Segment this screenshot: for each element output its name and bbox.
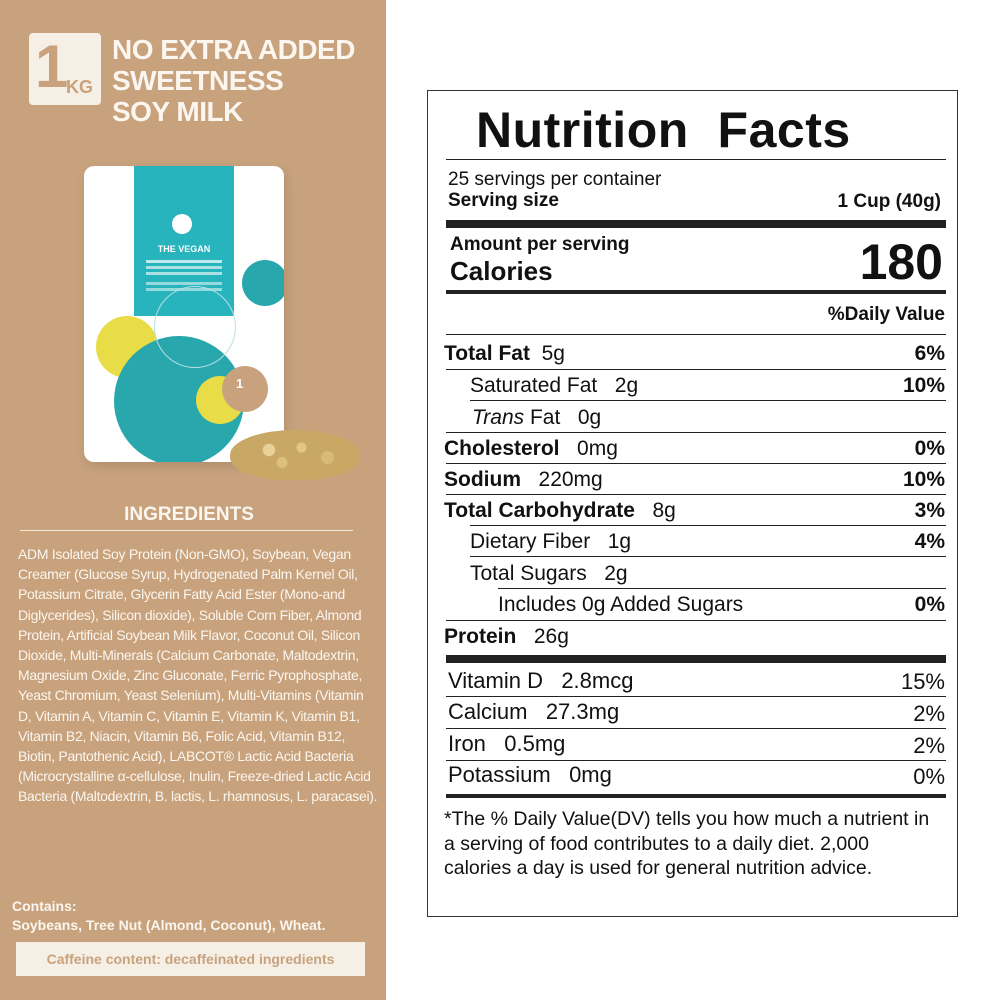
- amount-per-serving: Amount per serving: [450, 234, 630, 255]
- brand-logo-icon: [172, 214, 192, 234]
- divider-title: [446, 159, 946, 160]
- divider-thick-4: [446, 794, 946, 798]
- nutrient-name: Cholesterol 0mg: [444, 437, 618, 460]
- vitamin-name: Vitamin D 2.8mcg: [448, 668, 634, 693]
- nutrient-name: Dietary Fiber 1g: [470, 530, 632, 553]
- nutrient-percent: 0%: [914, 437, 945, 460]
- soybeans-pile: [230, 430, 360, 480]
- calories-value: 180: [859, 234, 943, 290]
- product-image: [80, 162, 380, 492]
- pouch-text-lines: [146, 260, 222, 263]
- weight-badge: [29, 33, 101, 105]
- pouch-badge-number: 1: [236, 376, 244, 391]
- row-divider: [446, 432, 946, 433]
- calories-label: Calories: [450, 256, 553, 286]
- divider-thick-3: [446, 655, 946, 663]
- nutrient-name: Total Fat 5g: [444, 342, 565, 365]
- nutrient-name: Includes 0g Added Sugars: [498, 593, 744, 616]
- daily-value-header: %Daily Value: [827, 304, 945, 325]
- ingredients-text: ADM Isolated Soy Protein (Non-GMO), Soybean, Vegan Creamer (Glucose Syrup, Hydrogenated Palm Kernel Oil, Potassium Citrate, Glycerin Fatty Acid Ester (Mono-and Diglycerides), Silicon dioxide), Soluble Corn Fiber, Almond Protein, Artificial Soybean Milk Flavor, Coconut Oil, Silicon Dioxide, Multi-Minerals (Calcium Carbonate, Maltodextrin, Magnesium Oxide, Zinc Gluconate, Ferric Pyrophosphate, Yeast Chromium, Yeast Selenium), Multi-Vitamins (Vitamin D, Vitamin A, Vitamin C, Vitamin E, Vitamin K, Vitamin B1, Vitamin B2, Niacin, Vitamin B6, Folic Acid, Vitamin B12, Biotin, Pantothenic Acid), LABCOT® Lactic Acid Bacteria (Microcrystalline α-cellulose, Inulin, Freeze-dried Lactic Acid Bacteria (Maltodextrin, B. lactis, L. rhamnosus, L. paracasei).: [18, 546, 378, 805]
- product-pouch: [84, 166, 284, 462]
- row-divider: [446, 728, 946, 729]
- row-divider: [446, 760, 946, 761]
- servings-per-container: 25 servings per container: [448, 169, 662, 190]
- allergen-list: Soybeans, Tree Nut (Almond, Coconut), Wheat.: [12, 917, 326, 933]
- nutrient-name: Saturated Fat 2g: [470, 374, 639, 397]
- divider-thick-2: [446, 290, 946, 294]
- row-divider: [446, 494, 946, 495]
- row-divider: [470, 556, 946, 557]
- headline-line-1: NO EXTRA ADDED: [112, 34, 355, 65]
- nutrient-name: Protein 26g: [444, 625, 569, 648]
- row-divider: [470, 525, 946, 526]
- nutrient-name: Total Carbohydrate 8g: [444, 499, 676, 522]
- ingredients-title: INGREDIENTS: [124, 504, 254, 525]
- pouch-weight-badge: [222, 366, 268, 412]
- nutrient-name: Trans Fat 0g: [472, 406, 602, 429]
- weight-unit: KG: [66, 77, 93, 97]
- nutrient-percent: 4%: [914, 530, 945, 553]
- headline-line-2: SWEETNESS: [112, 65, 284, 96]
- pouch-outline-circle: [154, 286, 236, 368]
- caffeine-note: Caffeine content: decaffeinated ingredients: [16, 942, 365, 976]
- divider-dv: [446, 334, 946, 335]
- product-headline: [112, 34, 382, 127]
- serving-size-value: 1 Cup (40g): [837, 191, 941, 212]
- nutrient-percent: 10%: [902, 374, 945, 397]
- weight-number: 1: [35, 33, 69, 100]
- pouch-brand-name: THE VEGAN: [157, 244, 211, 254]
- row-divider: [446, 369, 946, 370]
- nutrient-percent: 3%: [914, 499, 945, 522]
- vitamin-percent: 2%: [913, 733, 945, 758]
- product-info-panel: [0, 0, 386, 1000]
- nutrition-title: Nutrition Facts: [476, 102, 851, 158]
- vitamin-name: Potassium 0mg: [448, 762, 612, 787]
- nutrient-percent: 6%: [914, 342, 945, 365]
- row-divider: [498, 588, 946, 589]
- contains-label: Contains:: [12, 898, 77, 914]
- row-divider: [470, 400, 946, 401]
- vitamin-name: Calcium 27.3mg: [448, 699, 620, 724]
- nutrient-name: Total Sugars 2g: [470, 562, 628, 585]
- vitamin-percent: 15%: [900, 669, 945, 694]
- vitamin-percent: 2%: [913, 701, 945, 726]
- row-divider: [446, 463, 946, 464]
- nutrient-percent: 0%: [914, 593, 945, 616]
- vitamin-name: Iron 0.5mg: [448, 731, 566, 756]
- ingredients-divider: [20, 530, 353, 531]
- row-divider: [446, 696, 946, 697]
- row-divider: [446, 620, 946, 621]
- nutrition-facts-label: [427, 90, 958, 917]
- daily-value-footnote: *The % Daily Value(DV) tells you how much a nutrient in a serving of food contributes to a daily diet. 2,000 calories a day is used for general nutrition advice.: [444, 808, 930, 879]
- headline-line-3: SOY MILK: [112, 96, 243, 127]
- serving-size-label: Serving size: [448, 190, 559, 211]
- vitamin-percent: 0%: [913, 764, 945, 789]
- nutrient-percent: 10%: [902, 468, 945, 491]
- divider-thick-1: [446, 220, 946, 228]
- pouch-teal-circle-small: [242, 260, 284, 306]
- nutrient-name: Sodium 220mg: [444, 468, 603, 491]
